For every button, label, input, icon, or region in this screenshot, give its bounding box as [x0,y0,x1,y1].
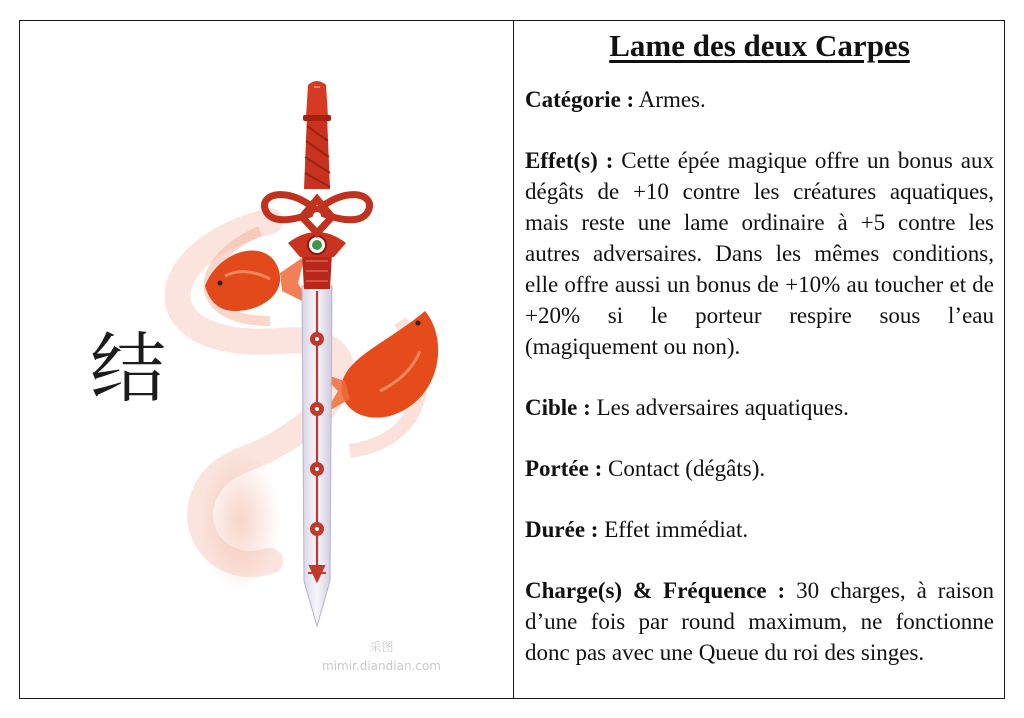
field-duration [525,514,994,545]
field-label: Cible : [525,395,591,421]
watermark [322,638,441,676]
field-label: Effet(s) : [525,148,614,174]
field-value: Cette épée magique offre un bonus aux dégâts de +10 contre les créatures aquatiques, mais reste une lame ordinaire à +5 contre les autres adversaires. Dans les mêmes conditions, elle offre aussi un bonus de +10% au toucher et de +20% si le porteur respire sous l’eau (magiquement ou non). [525,148,994,360]
watermark-line: 采图 [369,639,394,654]
field-category [525,84,994,115]
field-value: Contact (dégâts). [602,456,766,482]
field-value: 30 charges, à raison d’une fois par round maximum, ne fonctionne donc pas avec une Queue du roi des singes. [525,578,994,666]
field-label: Charge(s) & Fréquence : [525,578,786,604]
illustration-panel [20,21,514,698]
description-panel [514,21,1004,698]
item-card [19,20,1005,699]
field-target [525,392,994,423]
chinese-character: 结 [90,324,166,413]
field-label: Portée : [525,456,603,482]
field-value: Les adversaires aquatiques. [590,395,849,421]
field-charges-frequency [525,575,994,668]
watermark-url: mimir.diandian.com [322,658,441,673]
field-label: Catégorie : [525,87,635,113]
field-label: Durée : [525,517,599,543]
field-range [525,453,994,484]
field-value: Effet immédiat. [598,517,749,543]
field-effects [525,145,994,362]
item-title: Lame des deux Carpes [609,28,910,63]
field-value: Armes. [634,87,706,113]
